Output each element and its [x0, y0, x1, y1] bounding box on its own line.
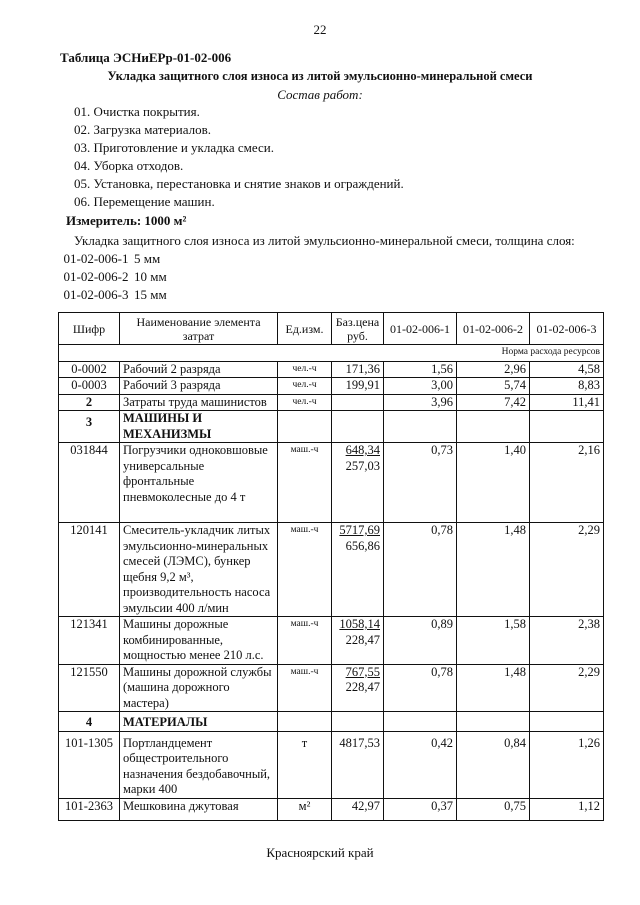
work-item: 04. Уборка отходов. — [74, 158, 184, 173]
price-bottom: 228,47 — [345, 680, 380, 694]
header-unit: Ед.изм. — [278, 313, 332, 345]
cell-v3: 4,58 — [530, 361, 604, 378]
cell-price: 199,91 — [332, 378, 384, 395]
cell-v3: 8,83 — [530, 378, 604, 395]
price-top: 648,34 — [345, 443, 380, 457]
table-row — [59, 523, 604, 617]
cell-v2: 0,75 — [457, 798, 530, 820]
cell-v2: 1,58 — [457, 617, 530, 665]
cell-code: 121341 — [59, 617, 120, 665]
cell-v3 — [530, 411, 604, 443]
table-row — [59, 443, 604, 523]
cell-unit: чел.-ч — [278, 378, 332, 395]
header-price: Баз.цена руб. — [332, 313, 384, 345]
cell-unit: маш.-ч — [278, 617, 332, 665]
code: 01-02-006-1 — [63, 251, 129, 266]
cell-unit: маш.-ч — [278, 664, 332, 712]
cell-name: Машины дорожной службы (машина дорожного мастера) — [120, 664, 278, 712]
header-col3: 01-02-006-3 — [530, 313, 604, 345]
norm-label: Норма расхода ресурсов — [59, 345, 604, 362]
cell-price — [332, 617, 384, 665]
cell-price — [332, 712, 384, 732]
table-header-row — [59, 313, 604, 345]
cell-unit: чел.-ч — [278, 361, 332, 378]
cell-unit: маш.-ч — [278, 443, 332, 523]
cell-v2: 1,40 — [457, 443, 530, 523]
header-col2: 01-02-006-2 — [457, 313, 530, 345]
cell-v1: 0,37 — [384, 798, 457, 820]
header-name: Наименование элемента затрат — [120, 313, 278, 345]
norm-row — [59, 345, 604, 362]
table-row — [59, 664, 604, 712]
code-line — [58, 251, 160, 267]
cell-name: Машины дорожные комбинированные, мощностью менее 210 л.с. — [120, 617, 278, 665]
table-row — [59, 617, 604, 665]
cell-code: 0-0003 — [59, 378, 120, 395]
cell-v2 — [457, 712, 530, 732]
code-value: 5 мм — [134, 251, 161, 266]
cell-v2: 5,74 — [457, 378, 530, 395]
cell-code: 031844 — [59, 443, 120, 523]
cell-v3: 1,26 — [530, 731, 604, 798]
cell-v1: 3,96 — [384, 394, 457, 411]
cell-name: Смеситель-укладчик литых эмульсионно-минеральных смесей (ЛЭМС), бункер щебня 9,2 м³, производительность насоса эмульсии 400 л/мин — [120, 523, 278, 617]
table-row — [59, 731, 604, 798]
cell-code: 121550 — [59, 664, 120, 712]
cell-price — [332, 394, 384, 411]
code: 01-02-006-2 — [63, 269, 129, 284]
cell-code: 0-0002 — [59, 361, 120, 378]
cell-v3: 2,16 — [530, 443, 604, 523]
cell-price: 171,36 — [332, 361, 384, 378]
cell-unit: чел.-ч — [278, 394, 332, 411]
cell-v2: 1,48 — [457, 664, 530, 712]
cell-v3: 11,41 — [530, 394, 604, 411]
cell-name: Рабочий 3 разряда — [120, 378, 278, 395]
table-title: Укладка защитного слоя износа из литой эмульсионно-минеральной смеси — [107, 69, 533, 83]
machinist-row — [59, 394, 604, 411]
cell-v2: 2,96 — [457, 361, 530, 378]
cell-code: 101-2363 — [59, 798, 120, 820]
cell-v2: 7,42 — [457, 394, 530, 411]
work-item: 05. Установка, перестановка и снятие знаков и ограждений. — [74, 176, 404, 191]
section-title: МАШИНЫ И МЕХАНИЗМЫ — [120, 411, 278, 443]
cell-unit: т — [278, 731, 332, 798]
cell-name: Затраты труда машинистов — [120, 394, 278, 411]
code-value: 10 мм — [134, 269, 167, 284]
table-row — [59, 361, 604, 378]
price-top: 5717,69 — [339, 523, 380, 537]
cell-v1: 0,73 — [384, 443, 457, 523]
cell-v3 — [530, 712, 604, 732]
price-bottom: 656,86 — [345, 538, 380, 553]
header-code: Шифр — [59, 313, 120, 345]
section-title: МАТЕРИАЛЫ — [120, 712, 278, 732]
work-item: 01. Очистка покрытия. — [74, 104, 200, 119]
cell-name: Мешковина джутовая — [120, 798, 278, 820]
cell-v3: 2,29 — [530, 523, 604, 617]
cell-price — [332, 664, 384, 712]
region-footer: Красноярский край — [266, 845, 374, 860]
section-row — [59, 411, 604, 443]
cell-price — [332, 411, 384, 443]
header-col1: 01-02-006-1 — [384, 313, 457, 345]
cell-unit: м² — [278, 798, 332, 820]
cell-code: 2 — [59, 394, 120, 411]
cell-v1: 0,89 — [384, 617, 457, 665]
cell-name: Рабочий 2 разряда — [120, 361, 278, 378]
price-bottom: 228,47 — [345, 632, 380, 647]
section-row — [59, 712, 604, 732]
cell-v1: 0,78 — [384, 523, 457, 617]
cell-unit: маш.-ч — [278, 523, 332, 617]
price-bottom: 257,03 — [345, 458, 380, 473]
cell-name: Погрузчики одноковшовые универсальные фронтальные пневмоколесные до 4 т — [120, 443, 278, 523]
work-item: 06. Перемещение машин. — [74, 194, 215, 209]
code: 01-02-006-3 — [63, 287, 129, 302]
cell-v1 — [384, 411, 457, 443]
cell-v3: 2,38 — [530, 617, 604, 665]
cell-unit — [278, 712, 332, 732]
cell-v1: 0,42 — [384, 731, 457, 798]
work-item: 02. Загрузка материалов. — [74, 122, 211, 137]
cell-price — [332, 443, 384, 523]
intro-text: Укладка защитного слоя износа из литой эмульсионно-минеральной смеси, толщина слоя: — [74, 233, 575, 248]
work-composition-heading: Состав работ: — [277, 87, 363, 102]
measurement-unit: Измеритель: 1000 м² — [66, 213, 187, 228]
cell-v1: 0,78 — [384, 664, 457, 712]
cell-v1: 1,56 — [384, 361, 457, 378]
work-item: 03. Приготовление и укладка смеси. — [74, 140, 274, 155]
table-identifier: Таблица ЭСНиЕРр-01-02-006 — [60, 50, 232, 65]
page-number: 22 — [313, 22, 327, 37]
cell-v2 — [457, 411, 530, 443]
cell-name: Портландцемент общестроительного назначения бездобавочный, марки 400 — [120, 731, 278, 798]
code-value: 15 мм — [134, 287, 167, 302]
section-code: 3 — [59, 411, 120, 443]
cell-v2: 0,84 — [457, 731, 530, 798]
code-line — [58, 287, 167, 303]
cell-code: 120141 — [59, 523, 120, 617]
cell-price — [332, 523, 384, 617]
cell-v1 — [384, 712, 457, 732]
cell-v2: 1,48 — [457, 523, 530, 617]
cell-v1: 3,00 — [384, 378, 457, 395]
table-row — [59, 378, 604, 395]
resource-table — [58, 312, 604, 821]
cell-price: 42,97 — [332, 798, 384, 820]
section-code: 4 — [59, 712, 120, 732]
cell-v3: 1,12 — [530, 798, 604, 820]
cell-v3: 2,29 — [530, 664, 604, 712]
cell-unit — [278, 411, 332, 443]
price-top: 1058,14 — [339, 617, 380, 631]
cell-price: 4817,53 — [332, 731, 384, 798]
price-top: 767,55 — [345, 664, 380, 679]
table-row — [59, 798, 604, 820]
code-line — [58, 269, 167, 285]
cell-code: 101-1305 — [59, 731, 120, 798]
